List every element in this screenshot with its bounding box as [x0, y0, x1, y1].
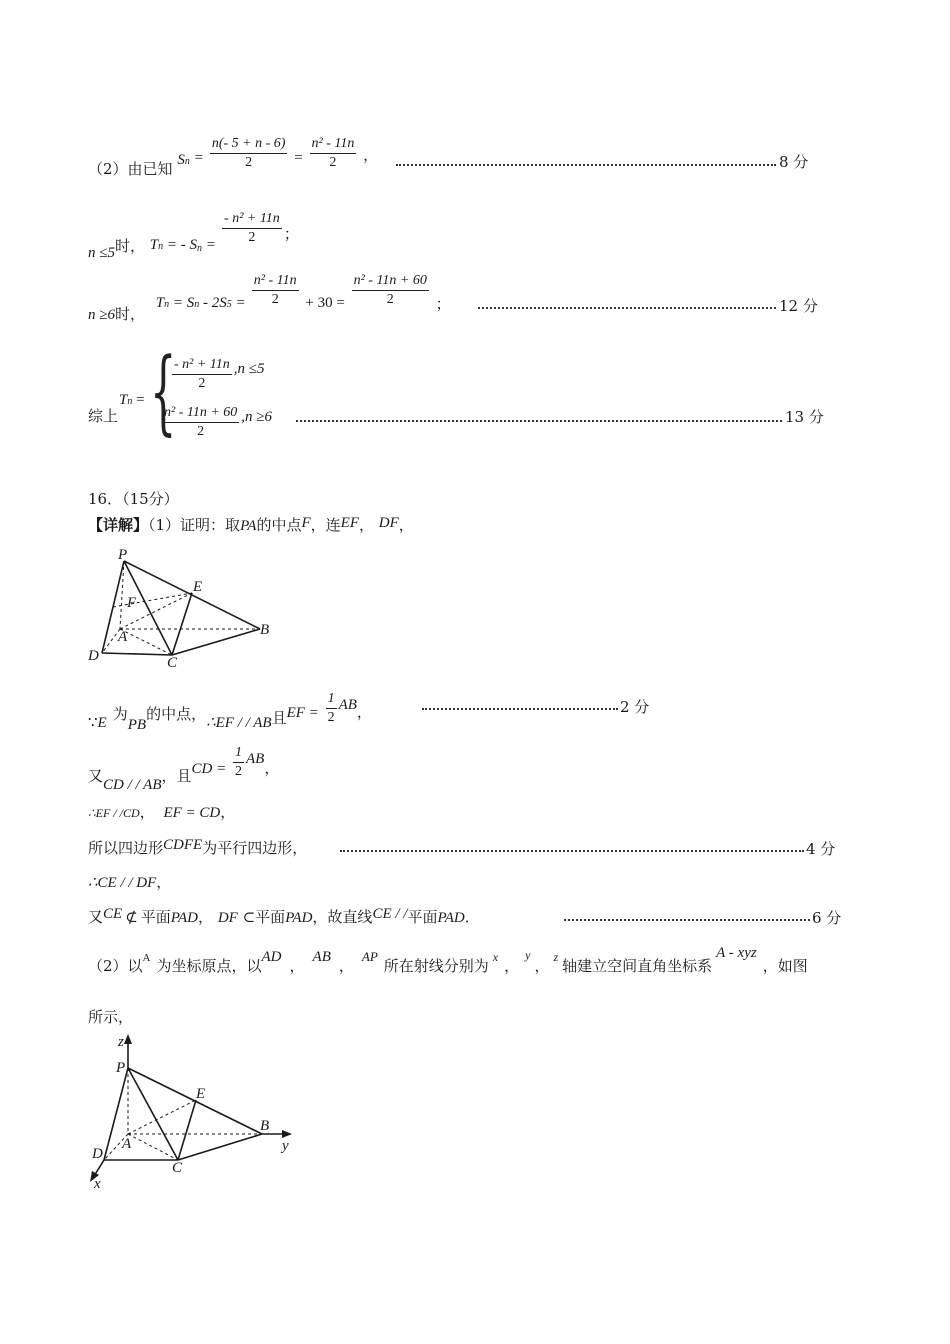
- figure-pyramid-coord: [84, 1032, 304, 1192]
- tn6-lhs: Tn = Sn - 2S5: [155, 294, 232, 311]
- fig2-label-d: D: [92, 1146, 103, 1162]
- score-8: 8 分: [779, 153, 809, 171]
- score-13: 13 分: [785, 408, 824, 426]
- case-1: $\frac{\text{- n² + 11n}}{2}$ ,n ≤5: [174, 357, 265, 391]
- detail-tag: 【详解】: [88, 516, 149, 534]
- line-cd-ab: 又CD / / AB，且CD = $\frac{1}{2}$ AB，: [88, 745, 280, 793]
- fig1-label-p: P: [118, 547, 128, 563]
- tn6-frac1: $\frac{\text{n² - 11n}}{2}$: [253, 273, 297, 307]
- fig2-label-c: C: [172, 1160, 183, 1176]
- score-4: 4 分: [806, 840, 836, 858]
- dot-leader: [478, 307, 776, 309]
- tn6-frac2: $\frac{\text{n² - 11n + 60}}{2}$: [353, 273, 427, 307]
- fig1-label-a: A: [118, 629, 128, 645]
- sn-lhs: Sn: [177, 151, 190, 168]
- line-coord: （2）以A 为坐标原点，以AD ， AB ，AP所在射线分别为 x ，$^y$， z 轴建立空间直角坐标系A - xyz，如图: [88, 945, 808, 975]
- fig2-label-p: P: [116, 1060, 126, 1076]
- fig2-label-z: z: [118, 1034, 124, 1050]
- dot-leader: [564, 919, 810, 921]
- case-2: $\frac{\text{n² - 11n + 60}}{2}$ ,n ≥6: [164, 405, 273, 439]
- sn-line: （2）由已知 Sn = $\frac{n(- 5 + n - 6)}{2}$ = $\frac{\text{n² - 11n}}{2}$ ，: [88, 136, 379, 178]
- figure-pyramid-1: [82, 543, 282, 673]
- cond-n5: n ≤5: [88, 244, 115, 261]
- fig2-label-b: B: [260, 1118, 270, 1134]
- fig1-label-f: F: [127, 595, 137, 611]
- line-shown: 所示，: [88, 1008, 134, 1026]
- dot-leader: [422, 708, 618, 710]
- fig1-label-c: C: [167, 655, 178, 671]
- sn-frac1: $\frac{n(- 5 + n - 6)}{2}$: [211, 136, 286, 170]
- fig1-label-b: B: [260, 622, 270, 638]
- fig2-label-x: x: [94, 1176, 101, 1192]
- fig1-label-d: D: [88, 648, 99, 664]
- time-label-2: 时，: [114, 304, 145, 323]
- tn-n5-frac: $\frac{\text{- n² + 11n}}{2}$: [224, 211, 280, 245]
- dot-leader: [296, 420, 782, 422]
- plus-30: + 30 =: [305, 294, 345, 311]
- line-plane: 又CE ⊄ 平面PAD， DF ⊂平面PAD，故直线CE / /平面PAD．: [88, 906, 480, 926]
- tn-mid: = - S: [163, 236, 197, 253]
- fig2-label-e: E: [196, 1086, 206, 1102]
- fig2-label-y: y: [282, 1138, 289, 1154]
- tn-lhs: Tn: [149, 236, 164, 253]
- score-2: 2 分: [620, 698, 650, 716]
- q16-p1: 【详解】（1）证明：取PA的中点F，连EF， DF，: [88, 515, 414, 534]
- dot-leader: [396, 164, 776, 166]
- summary-lead: 综上: [88, 407, 119, 425]
- score-12: 12 分: [779, 297, 818, 315]
- fig2-label-a: A: [122, 1136, 132, 1152]
- time-label: 时，: [114, 236, 145, 255]
- semicolon-2: ；: [435, 294, 451, 313]
- q16-title: 16．（15分）: [88, 490, 179, 508]
- summary-lhs: Tn =: [119, 392, 145, 408]
- sn-frac2: $\frac{\text{n² - 11n}}{2}$: [311, 136, 355, 170]
- semicolon: ；: [283, 224, 299, 243]
- sn-lead: （2）由已知: [88, 159, 173, 178]
- piecewise-brace: {: [150, 338, 177, 445]
- line-e-mid: ∵E 为PB的中点，∴EF / / AB且EF = $\frac{1}{2}$ AB，: [88, 691, 372, 733]
- line-ef-cd: ∴EF / /CD， EF = CD，: [88, 803, 236, 821]
- score-6: 6 分: [812, 909, 842, 927]
- tn-n6-line: n ≥6时， Tn = Sn - 2S5 = $\frac{\text{n² - 11n}}{2}$ + 30 = $\frac{\text{n² - 11n + 60}}{2}$ ；: [88, 273, 451, 323]
- dot-leader: [340, 850, 804, 852]
- line-cdfe: 所以四边形CDFE为平行四边形，: [88, 837, 308, 857]
- sn-tail: ，: [363, 145, 379, 164]
- cond-n6: n ≥6: [88, 306, 115, 323]
- line-ce-df: ∴CE / / DF，: [88, 873, 172, 891]
- tn-n5-line: n ≤5时， Tn = - $S_n$ = $\frac{\text{- n² + 11n}}{2}$ ；: [88, 211, 299, 261]
- fig1-label-e: E: [193, 579, 203, 595]
